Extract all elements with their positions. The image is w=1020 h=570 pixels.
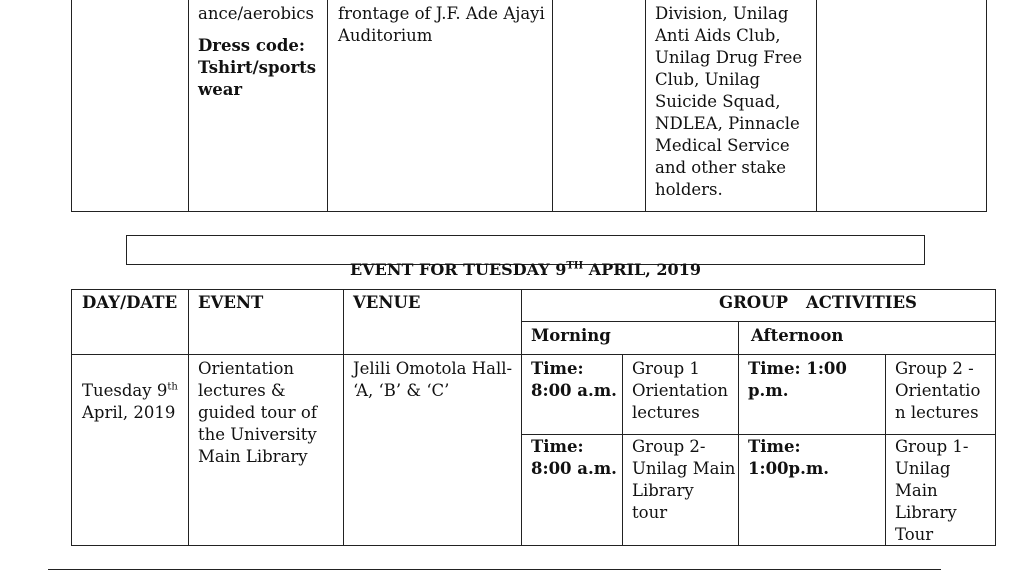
schedule-table-border — [71, 545, 996, 546]
schedule-table-border — [521, 289, 522, 546]
schedule-table-border — [71, 354, 996, 355]
venue-text-tail: frontage of J.F. Ade Ajayi Auditorium — [338, 4, 545, 45]
row-venue: Jelili Omotola Hall- ‘A, ‘B’ & ‘C’ — [353, 359, 513, 400]
banner-title-sup: TH — [566, 260, 584, 272]
slot-1-afternoon-time: Time: 1:00 p.m. — [748, 359, 847, 400]
slot-2-afternoon-group: Group 1- Unilag Main Library Tour — [895, 437, 969, 544]
top-table-border — [327, 0, 328, 212]
row-day-prefix: Tuesday 9 — [82, 381, 168, 400]
header-afternoon: Afternoon — [751, 326, 844, 345]
row-day-date — [82, 358, 178, 424]
top-table-border — [188, 0, 189, 212]
header-morning: Morning — [531, 326, 611, 345]
partners-text-tail: Division, Unilag Anti Aids Club, Unilag Drug Free Club, Unilag Suicide Squad, NDLEA, Pinnacle Medical Service and other stake holders. — [655, 4, 803, 199]
header-event: EVENT — [198, 293, 264, 312]
banner-title-suffix: APRIL, 2019 — [583, 260, 701, 279]
schedule-table-border — [622, 354, 623, 546]
schedule-table-border — [521, 321, 996, 322]
header-activities: ACTIVITIES — [806, 293, 917, 312]
schedule-table-border — [521, 434, 996, 435]
event-day-banner-title — [126, 237, 925, 281]
schedule-table-border — [188, 289, 189, 546]
event-text-tail: ance/aerobics — [198, 4, 314, 23]
slot-1-morning-time: Time: 8:00 a.m. — [531, 359, 617, 400]
header-day-date: DAY/DATE — [82, 293, 178, 312]
top-table-border — [816, 0, 817, 212]
schedule-table-border — [738, 321, 739, 546]
banner-title-prefix: EVENT FOR TUESDAY 9 — [350, 260, 567, 279]
schedule-table-border — [885, 354, 886, 546]
dress-code-label: Dress code: — [198, 36, 306, 55]
row-event: Orientation lectures & guided tour of the University Main Library — [198, 359, 317, 466]
top-table-border — [71, 0, 72, 212]
schedule-table-border — [71, 289, 996, 290]
top-table-border — [645, 0, 646, 212]
schedule-table-border — [995, 289, 996, 546]
slot-2-morning-time: Time: 8:00 a.m. — [531, 437, 617, 478]
schedule-table-border — [343, 289, 344, 546]
schedule-table-border — [71, 289, 72, 546]
slot-1-morning-group: Group 1 Orientation lectures — [632, 359, 729, 422]
row-day-suffix: April, 2019 — [82, 403, 176, 422]
dress-code-value: Tshirt/sports wear — [198, 58, 317, 99]
slot-2-afternoon-time: Time: 1:00p.m. — [748, 437, 830, 478]
header-group: GROUP — [719, 293, 788, 312]
slot-1-afternoon-group: Group 2 - Orientatio n lectures — [895, 359, 981, 422]
top-table-border — [986, 0, 987, 212]
row-day-sup: th — [167, 381, 178, 393]
slot-2-morning-group: Group 2- Unilag Main Library tour — [632, 437, 736, 522]
top-table-border — [71, 211, 987, 212]
top-table-border — [552, 0, 553, 212]
header-venue: VENUE — [353, 293, 421, 312]
